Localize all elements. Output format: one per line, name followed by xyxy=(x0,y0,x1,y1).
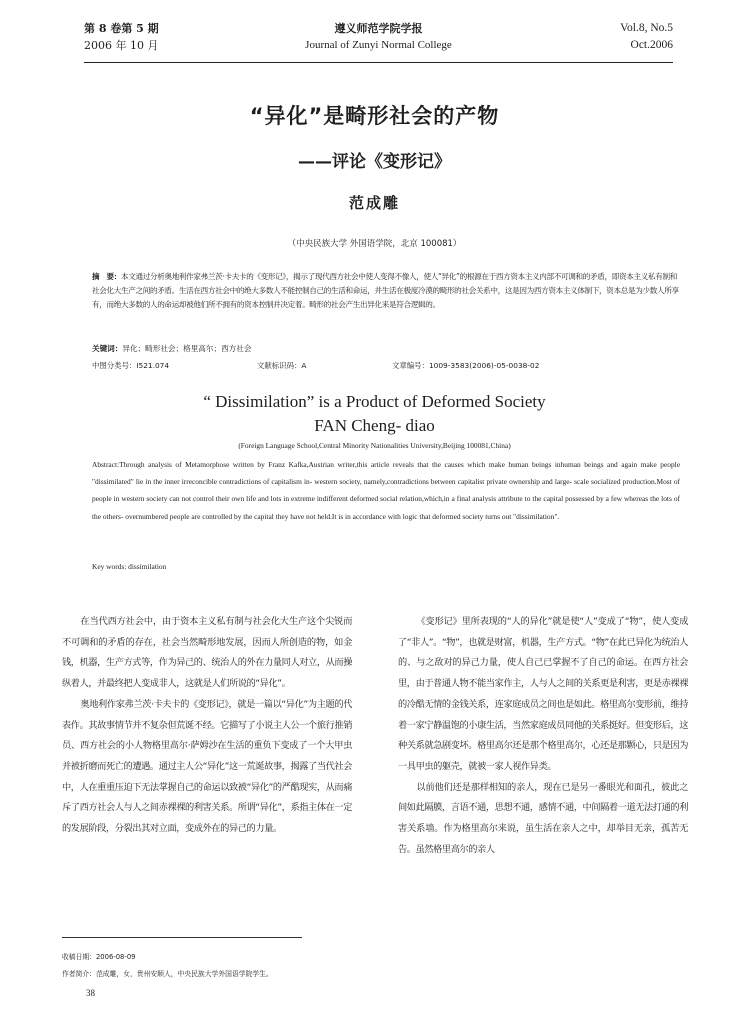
date-cn: 2006 年 10 月 xyxy=(84,39,159,52)
abstract-cn xyxy=(92,270,680,313)
body-column-right xyxy=(398,612,688,860)
article-title: “异化”是畸形社会的产物 xyxy=(249,104,500,128)
keywords-cn-label: 关键词： xyxy=(92,344,123,353)
footnote-rule xyxy=(62,937,302,938)
header-right xyxy=(620,20,673,54)
document-code: 文献标识码：A xyxy=(257,361,307,370)
page-number: 38 xyxy=(86,988,95,998)
body-paragraph: 《变形记》里所表现的“人的异化”就是使“人”变成了“物”，使人变成了“非人”。“物”，也就是财富，机器，生产方式。“物”在此已异化为统治人的、与之敌对的异己力量，使人自己已掌握不了自己的命运。在西方社会里，由于普通人物不能当家作主，人与人之间的关系更是利害，更是赤裸裸的冷酷无情的金钱关系，连家庭成员之间也是如此。格里高尔变形前，维持着一家宁静温饱的小康生活，当然家庭成员同他的关系挺好。但变形后，这种关系就急剧变坏。格里高尔还是那个格里高尔，心还是那颗心，只是因为一具甲虫的躯壳，就被一家人视作异类。 xyxy=(398,616,688,772)
body-paragraph: 在当代西方社会中，由于资本主义私有制与社会化大生产这个尖锐而不可调和的矛盾的存在，社会当然畸形地发展，因而人所创造的物，如金钱，机器，生产方式等，作为异己的、统治人的外在力量同人对立，从而操纵着人，并最终把人变成非人，这就是人们所说的“异化”。 xyxy=(62,616,352,690)
footnote-received-date: 收稿日期：2006-08-09 xyxy=(62,953,136,961)
footnote-author-bio: 作者简介：范成雕，女，贵州安顺人，中央民族大学外国语学院学生。 xyxy=(62,970,273,978)
author-affiliation: （中央民族大学 外国语学院，北京 100081） xyxy=(287,239,462,249)
article-number: 文章编号：1009-3583(2006)-05-0038-02 xyxy=(392,361,540,370)
body-column-left xyxy=(62,612,352,840)
keywords-cn-text: 异化；畸形社会；格里高尔；西方社会 xyxy=(122,344,252,353)
english-affiliation: (Foreign Language School,Central Minority Nationalities University,Beijing 100081,China) xyxy=(238,441,511,450)
date-en: Oct.2006 xyxy=(630,39,673,51)
journal-header xyxy=(84,20,673,60)
article-subtitle: ——评论《变形记》 xyxy=(298,152,451,172)
header-rule xyxy=(84,62,673,63)
clc-number: 中图分类号：I521.074 xyxy=(92,361,170,370)
english-title: “ Dissimilation” is a Product of Deformed Society xyxy=(203,392,546,411)
abstract-cn-label: 摘 要： xyxy=(92,272,121,281)
keywords-en: Key words: dissimilation xyxy=(92,562,167,571)
keywords-cn xyxy=(92,342,680,356)
header-center xyxy=(84,20,673,54)
volume-cn: 第 8 卷第 5 期 xyxy=(84,22,159,35)
body-paragraph: 奥地利作家弗兰茨·卡夫卡的《变形记》，就是一篇以“异化”为主题的代表作。其故事情节并不复杂但荒诞不经。它描写了小说主人公一个旅行推销员、西方社会的小人物格里高尔·萨姆沙在生活的重负下变成了一个大甲虫并被折磨而死亡的遭遇。通过主人公“异化”这一荒诞故事，揭露了当代社会中，人在重重压迫下无法掌握自己的命运以致被“异化”的严酷现实，从而痛斥了西方社会人与人之间赤裸裸的利害关系。所谓“异化”，系指主体在一定的发展阶段，分裂出其对立面，变成外在的异己的力量。 xyxy=(62,698,352,835)
body-paragraph: 以前他们还是那样相知的亲人，现在已是另一番眼光和面孔，彼此之间如此隔膜，言语不通，思想不通，感情不通，中间隔着一道无法打通的利害关系墙。作为格里高尔来说，虽生活在亲人之中，却举目无亲，孤苦无告。虽然格里高尔的亲人 xyxy=(398,781,688,855)
classification-row xyxy=(92,359,680,373)
author-name: 范成雕 xyxy=(348,194,400,212)
english-author: FAN Cheng- diao xyxy=(314,416,435,435)
abstract-cn-text: 本文通过分析奥地利作家弗兰茨·卡夫卡的《变形记》，揭示了现代西方社会中使人变得不像人，使人“异化”的根源在于西方资本主义内部不可调和的矛盾，即资本主义私有制和社会化大生产之间的矛盾。生活在西方社会中的绝大多数人不能控制自己的生活和命运，并生活在极度冷漠的畸形的社会关系中，这是因为西方资本主义体制下，资本总是为少数人所享有，而绝大多数的人的命运却被他们所不拥有的资本控制并决定着。畸形的社会产生出异化来是符合逻辑的。 xyxy=(92,272,679,310)
volume-en: Vol.8, No.5 xyxy=(620,22,673,34)
journal-name-cn: 遵义师范学院学报 xyxy=(334,22,423,35)
journal-name-en: Journal of Zunyi Normal College xyxy=(305,39,452,51)
abstract-en: Abstract:Through analysis of Metamorphose written by Franz Kafka,Austrian writer,this article reveals that the causes which make human beings inhuman beings and again make people "dissimilated" lie in the inner irreconcible contradictions of capitalism in- western society, namely,contradictions between capitalist private ownership and large- scale socialized production.Most of people in western society can not control their own life and lots in extreme indifferent deformed social relation,which,in a final analysis attribute to the capital possessed by a few whereas the lots of the others- overnumbered people are controlled by the capital they have not held.It is in accordance with logic that deformed society turns out "dissimilation". xyxy=(92,460,680,521)
